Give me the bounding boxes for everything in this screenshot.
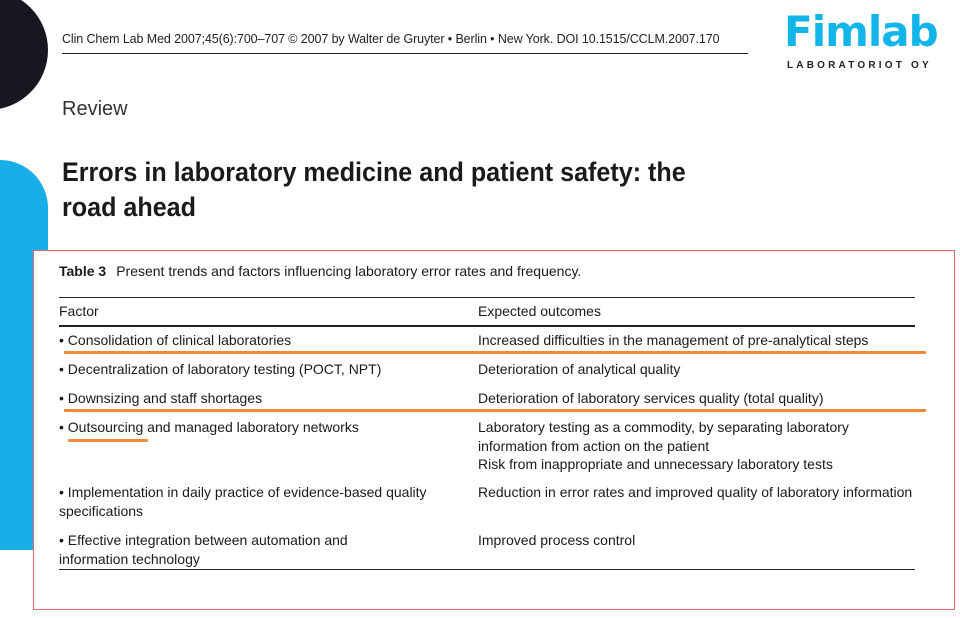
section-label: Review — [62, 98, 128, 120]
factor-cell: • Decentralization of laboratory testing (POCT, NPT) — [59, 361, 382, 377]
factor-cell: • Effective integration between automation and information technology — [59, 532, 348, 567]
outcome-text: Deterioration of analytical quality — [478, 361, 681, 377]
outcome-cell — [478, 331, 918, 350]
outcome-cell — [478, 531, 918, 550]
table-top-rule — [59, 297, 915, 298]
logo-subtitle: LABORATORIOT OY — [787, 60, 932, 71]
highlight-underline — [68, 439, 148, 442]
outcome-text: Reduction in error rates and improved quality of laboratory information — [478, 484, 913, 500]
outcome-text: Laboratory testing as a commodity, by separating laboratory information from action on the patient — [478, 419, 849, 454]
header-divider — [62, 53, 748, 54]
decorative-dark-tab — [0, 0, 48, 110]
factor-cell: • Implementation in daily practice of evidence-based quality specifications — [59, 484, 427, 519]
factor-cell: • Outsourcing and managed laboratory networks — [59, 419, 359, 435]
fimlab-logo — [784, 6, 944, 71]
column-header-factor: Factor — [59, 303, 99, 319]
logo-name: Fimlab — [784, 7, 938, 56]
highlight-underline — [64, 409, 926, 412]
table-panel — [33, 250, 955, 610]
table-header-rule — [59, 325, 915, 327]
table-caption — [59, 263, 581, 279]
highlight-underline — [64, 351, 926, 354]
outcome-text: Deterioration of laboratory services quality (total quality) — [478, 390, 824, 406]
outcome-cell — [478, 360, 918, 379]
outcome-cell — [478, 389, 918, 408]
outcome-text: Risk from inappropriate and unnecessary laboratory tests — [478, 456, 833, 472]
outcome-text: Increased difficulties in the management of pre-analytical steps — [478, 332, 869, 348]
outcome-cell — [478, 483, 918, 502]
table-caption-text: Present trends and factors influencing laboratory error rates and frequency. — [116, 263, 582, 279]
factor-cell: • Downsizing and staff shortages — [59, 390, 263, 406]
factor-cell: • Consolidation of clinical laboratories — [59, 332, 292, 348]
table-number: Table 3 — [59, 263, 107, 279]
outcome-cell — [478, 418, 918, 474]
article-title: Errors in laboratory medicine and patient safety: the road ahead — [62, 157, 686, 222]
table-bottom-rule — [59, 569, 915, 570]
column-header-outcomes: Expected outcomes — [478, 303, 601, 319]
outcome-text: Improved process control — [478, 532, 636, 548]
journal-citation: Clin Chem Lab Med 2007;45(6):700–707 © 2007 by Walter de Gruyter • Berlin • New York. DOI 10.1515/CCLM.2007.170 — [62, 32, 720, 46]
